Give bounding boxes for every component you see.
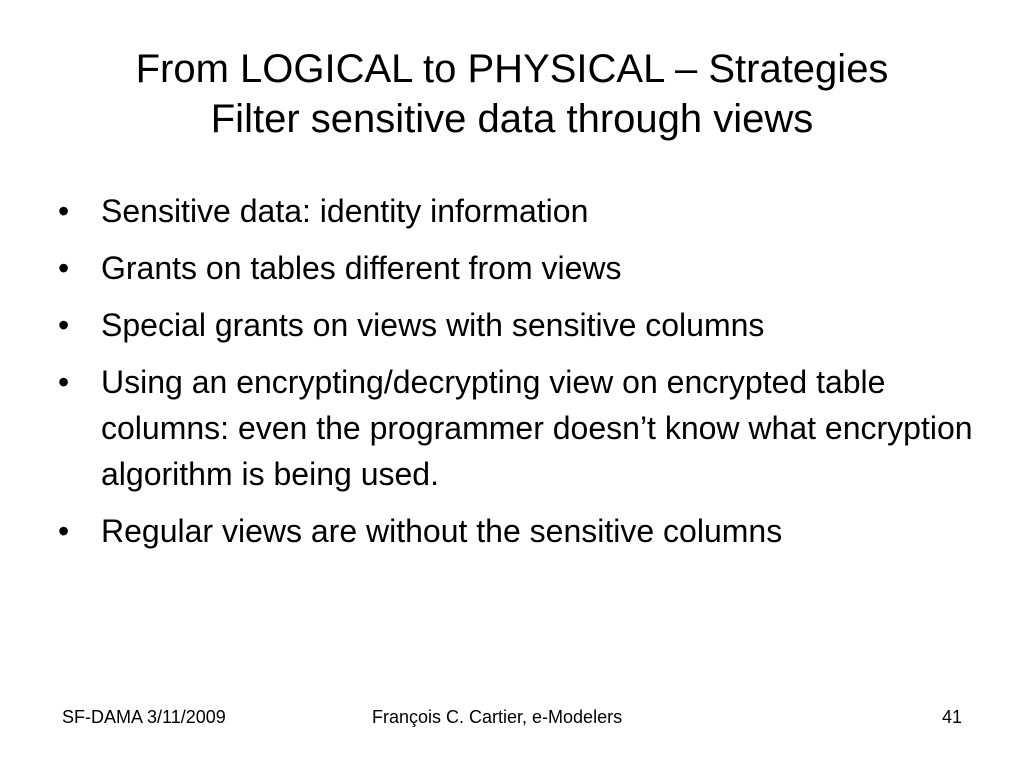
footer-author: François C. Cartier, e-Modelers	[372, 707, 623, 727]
bullet-text: Grants on tables different from views	[101, 250, 622, 286]
bullet-marker: •	[58, 307, 70, 343]
bullet-item	[58, 245, 978, 291]
bullet-list	[58, 188, 978, 565]
slide-title	[40, 44, 984, 144]
title-line-2: Filter sensitive data through views	[210, 97, 814, 141]
bullet-marker: •	[58, 364, 70, 400]
bullet-marker: •	[58, 250, 70, 286]
bullet-text: Special grants on views with sensitive columns	[101, 307, 765, 343]
bullet-item	[58, 302, 978, 348]
footer-page-number: 41	[942, 707, 963, 727]
bullet-text: Sensitive data: identity information	[101, 193, 589, 229]
bullet-text: Using an encrypting/decrypting view on encrypted table columns: even the programmer doesn’t know what encryption algorithm is being used.	[101, 364, 973, 492]
footer-event-date: SF-DAMA 3/11/2009	[62, 707, 226, 727]
bullet-text: Regular views are without the sensitive columns	[101, 513, 783, 549]
bullet-item	[58, 508, 978, 554]
bullet-marker: •	[58, 513, 70, 549]
bullet-item	[58, 359, 978, 497]
title-line-1: From LOGICAL to PHYSICAL – Strategies	[135, 47, 889, 91]
bullet-item	[58, 188, 978, 234]
bullet-marker: •	[58, 193, 70, 229]
